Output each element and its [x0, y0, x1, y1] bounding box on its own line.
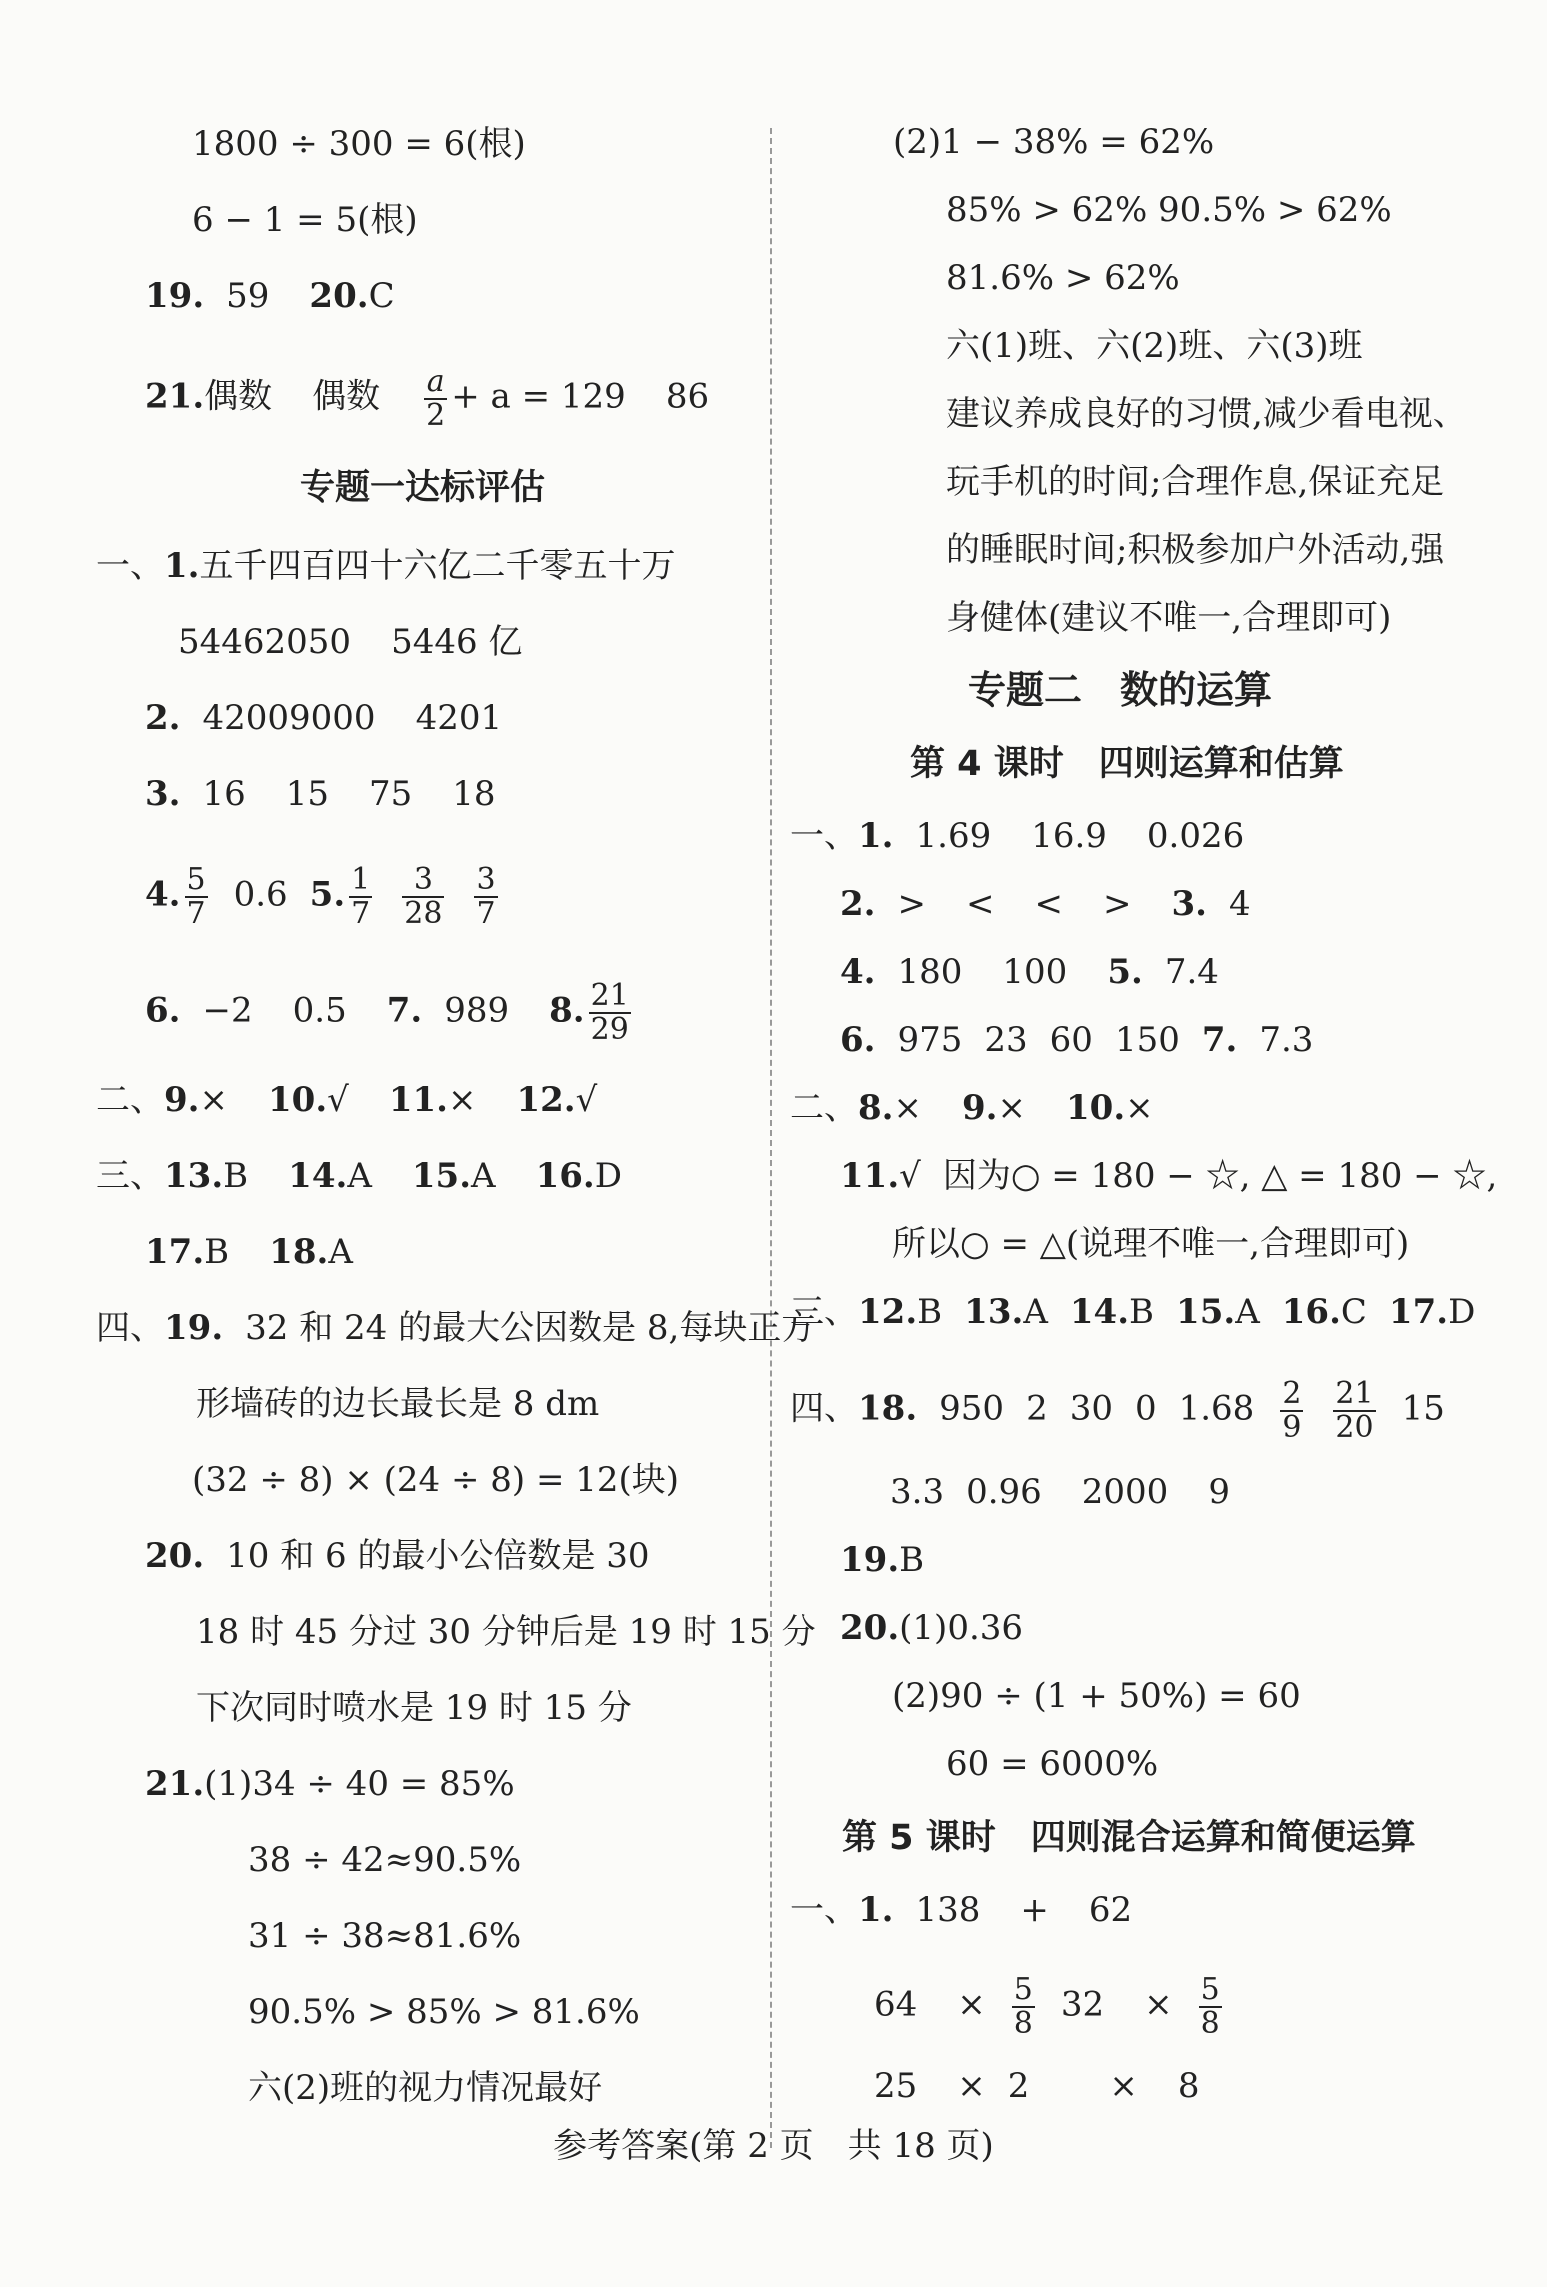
- q-number: 20.: [145, 1536, 205, 1576]
- answer: 8: [1177, 2066, 1200, 2106]
- q-number: 7.: [386, 990, 423, 1031]
- answer: 60: [1049, 1020, 1093, 1060]
- answer-1-cont: [178, 620, 522, 664]
- part-label: 四、: [96, 1308, 164, 1348]
- q-number: 9.: [164, 1080, 200, 1120]
- answer: B: [1129, 1292, 1155, 1332]
- q-number: 1.: [858, 816, 894, 856]
- denominator: 7: [186, 895, 206, 931]
- left-line-02: 6 − 1 = 5(根): [192, 200, 418, 240]
- right-line-04: 六(1)班、六(2)班、六(3)班: [946, 326, 1363, 366]
- page-footer: 参考答案(第 2 页 共 18 页): [553, 2126, 994, 2166]
- r-answer-1b-line3: [874, 2064, 1200, 2108]
- answer: 偶数: [312, 376, 381, 417]
- q-number: 6.: [145, 990, 181, 1031]
- answer: ×: [957, 2066, 986, 2106]
- q-number: 3.: [145, 774, 181, 814]
- q-number: 17.: [1388, 1292, 1449, 1332]
- r-answer-18: [790, 1378, 1445, 1443]
- answer: 62: [1088, 1890, 1133, 1930]
- q-number: 17.: [145, 1232, 205, 1272]
- answer: >: [897, 884, 926, 924]
- r-answer-2-3: [840, 882, 1251, 926]
- q-number: 10.: [268, 1080, 328, 1120]
- answer: 989: [444, 990, 510, 1031]
- answer: 16.9: [1031, 816, 1107, 856]
- q-number: 21.: [145, 376, 205, 417]
- lesson-title-4: 第 4 课时 四则运算和估算: [910, 744, 1344, 784]
- answer-13-16: [96, 1154, 622, 1198]
- answer: 32: [1060, 1984, 1105, 2025]
- right-line-01: (2)1 − 38% = 62%: [893, 122, 1215, 162]
- r-answer-11: [840, 1154, 1497, 1198]
- answer: 1.68: [1178, 1388, 1255, 1429]
- answer: ×: [447, 1080, 477, 1120]
- denominator: 9: [1282, 1409, 1302, 1445]
- answer: (1)34 ÷ 40 = 85%: [204, 1764, 515, 1804]
- denominator: 20: [1335, 1409, 1374, 1445]
- answer: 4201: [415, 698, 503, 738]
- fraction: [1199, 1974, 1222, 2039]
- fraction: [1280, 1378, 1303, 1443]
- answer-19b: [96, 1306, 815, 1350]
- q-number: 2.: [840, 884, 876, 924]
- numerator: 5: [1200, 1972, 1220, 2007]
- right-line-05: 建议养成良好的习惯,减少看电视、: [946, 394, 1467, 434]
- part-label: 三、: [96, 1156, 164, 1196]
- q-number: 15.: [1176, 1292, 1236, 1332]
- part-label: 三、: [790, 1292, 858, 1332]
- right-line-08: 身健体(建议不唯一,合理即可): [946, 598, 1392, 638]
- q-number: 14.: [288, 1156, 348, 1196]
- part-label: 一、: [790, 816, 858, 856]
- fraction: [349, 864, 372, 929]
- answer: B: [223, 1156, 249, 1196]
- answer: ×: [1125, 1088, 1154, 1128]
- r-answer-12-17: [790, 1290, 1475, 1334]
- answer: 86: [665, 376, 710, 417]
- answer: B: [899, 1540, 925, 1580]
- q-number: 18.: [858, 1388, 918, 1429]
- numerator: 5: [1013, 1972, 1033, 2007]
- answer: 5446 亿: [391, 622, 523, 662]
- answer-19-20: [145, 274, 395, 318]
- answer: 25: [874, 2066, 918, 2106]
- q-number: 14.: [1069, 1292, 1130, 1332]
- q-number: 20.: [840, 1608, 900, 1648]
- answer: D: [594, 1156, 623, 1196]
- answer: √: [575, 1080, 598, 1120]
- answer: + a = 129: [451, 376, 626, 417]
- q-number: 6.: [840, 1020, 876, 1060]
- q-number: 13.: [964, 1292, 1024, 1332]
- answer: −2: [202, 990, 253, 1031]
- answer: ×: [893, 1088, 922, 1128]
- denominator: 7: [476, 895, 496, 931]
- answer-21: [145, 366, 709, 431]
- r-answer-20-line3: 60 = 6000%: [946, 1744, 1159, 1784]
- answer: 59: [226, 276, 270, 316]
- r-answer-20: [840, 1606, 1023, 1650]
- q-number: 16.: [535, 1156, 595, 1196]
- q-number: 16.: [1281, 1292, 1341, 1332]
- lesson-title-5: 第 5 课时 四则混合运算和简便运算: [842, 1818, 1416, 1858]
- answer: A: [328, 1232, 353, 1272]
- answer: 五千四百四十六亿二千零五十万: [199, 546, 676, 586]
- answer-9-12: [96, 1078, 597, 1122]
- answer: √: [899, 1156, 921, 1196]
- denominator: 8: [1013, 2005, 1033, 2041]
- answer-19b-line2: 形墙砖的边长最长是 8 dm: [196, 1384, 600, 1424]
- answer: ×: [1109, 2066, 1138, 2106]
- answer-21b: [145, 1762, 515, 1806]
- answer: 0: [1134, 1388, 1157, 1429]
- answer: 138: [915, 1890, 981, 1930]
- part-label: 二、: [790, 1088, 858, 1128]
- fraction: [1333, 1378, 1375, 1443]
- q-number: 8.: [549, 990, 585, 1031]
- answer: 0.5: [292, 990, 347, 1031]
- answer: 150: [1114, 1020, 1180, 1060]
- section-title-topic2: 专题二 数的运算: [968, 668, 1273, 712]
- right-line-06: 玩手机的时间;合理作息,保证充足: [946, 462, 1445, 502]
- answer: 16: [202, 774, 246, 814]
- denominator: 7: [351, 895, 371, 931]
- part-label: 一、: [96, 546, 164, 586]
- section-title-topic1: 专题一达标评估: [300, 468, 546, 508]
- r-answer-11-line2: 所以○ = △(说理不唯一,合理即可): [892, 1224, 1410, 1264]
- q-number: 1.: [164, 546, 200, 586]
- answer: B: [204, 1232, 230, 1272]
- answer: 3.3: [890, 1472, 945, 1512]
- answer: D: [1448, 1292, 1476, 1332]
- numerator: 1: [351, 862, 371, 897]
- answer: A: [1235, 1292, 1260, 1332]
- answer: 180: [897, 952, 963, 992]
- answer: 54462050: [178, 622, 352, 662]
- answer: <: [966, 884, 995, 924]
- answer: 0.96: [966, 1472, 1042, 1512]
- q-number: 21.: [145, 1764, 205, 1804]
- q-number: 18.: [269, 1232, 329, 1272]
- answer: 4: [1229, 884, 1251, 924]
- answer: 42009000: [202, 698, 376, 738]
- q-number: 19.: [164, 1308, 224, 1348]
- q-number: 3.: [1171, 884, 1207, 924]
- answer: 偶数: [204, 376, 273, 417]
- answer: A: [347, 1156, 372, 1196]
- q-number: 15.: [411, 1156, 472, 1196]
- left-line-01: 1800 ÷ 300 = 6(根): [192, 124, 526, 164]
- answer: ×: [1144, 1984, 1173, 2025]
- right-line-03: 81.6% > 62%: [946, 258, 1180, 298]
- answer: 2000: [1081, 1472, 1169, 1512]
- answer-19b-line3: (32 ÷ 8) × (24 ÷ 8) = 12(块): [192, 1460, 680, 1500]
- fraction: [185, 864, 208, 929]
- r-answer-6-7: [840, 1018, 1313, 1062]
- answer: 15: [285, 774, 330, 814]
- answer: A: [1023, 1292, 1048, 1332]
- denominator: 29: [590, 1011, 629, 1047]
- q-number: 12.: [858, 1292, 918, 1332]
- answer: 1.69: [915, 816, 992, 856]
- r-answer-4-5: [840, 950, 1219, 994]
- q-number: 8.: [858, 1088, 894, 1128]
- answer: B: [917, 1292, 943, 1332]
- answer: 32 和 24 的最大公因数是 8,每块正方: [245, 1308, 816, 1348]
- right-line-07: 的睡眠时间;积极参加户外活动,强: [946, 530, 1445, 570]
- answer: 18: [452, 774, 496, 814]
- q-number: 12.: [516, 1080, 576, 1120]
- answer-2: [145, 696, 502, 740]
- r-answer-20-line2: (2)90 ÷ (1 + 50%) = 60: [892, 1676, 1301, 1716]
- answer: √: [327, 1080, 349, 1120]
- q-number: 4.: [145, 874, 181, 915]
- answer-21b-line5: 六(2)班的视力情况最好: [248, 2068, 603, 2108]
- answer: 2: [1007, 2066, 1030, 2106]
- answer: 15: [1401, 1388, 1445, 1429]
- part-label: 一、: [790, 1890, 858, 1930]
- r-answer-1b-line2: [874, 1974, 1226, 2039]
- r-answer-8-10: [790, 1086, 1154, 1130]
- fraction: [474, 864, 497, 929]
- q-number: 5.: [309, 874, 346, 915]
- column-divider: [770, 128, 772, 2148]
- numerator: 5: [186, 862, 206, 897]
- q-number: 11.: [840, 1156, 900, 1196]
- numerator: 2: [1282, 1376, 1302, 1411]
- part-label: 四、: [790, 1388, 858, 1429]
- q-number: 9.: [962, 1088, 998, 1128]
- numerator: a: [424, 366, 447, 400]
- q-number: 4.: [840, 952, 876, 992]
- answer-21b-line2: 38 ÷ 42≈90.5%: [248, 1840, 522, 1880]
- answer-4-5: [145, 864, 502, 929]
- numerator: 3: [402, 864, 444, 898]
- answer: >: [1103, 884, 1132, 924]
- answer: A: [471, 1156, 496, 1196]
- denominator: 2: [426, 397, 446, 433]
- answer: 因为○ = 180 − ☆, △ = 180 − ☆,: [942, 1156, 1498, 1196]
- answer-21b-line4: 90.5% > 85% > 81.6%: [248, 1992, 640, 2032]
- answer: (1)0.36: [899, 1608, 1024, 1648]
- answer: 7.4: [1164, 952, 1219, 992]
- q-number: 5.: [1107, 952, 1143, 992]
- denominator: 8: [1200, 2005, 1220, 2041]
- answer: 30: [1069, 1388, 1113, 1429]
- r-answer-1: [790, 814, 1244, 858]
- r-answer-18-line2: [890, 1470, 1230, 1514]
- q-number: 1.: [858, 1890, 894, 1930]
- answer: 0.026: [1146, 816, 1245, 856]
- answer: 23: [984, 1020, 1028, 1060]
- q-number: 13.: [164, 1156, 224, 1196]
- fraction: [424, 366, 447, 431]
- answer: <: [1034, 884, 1063, 924]
- answer: ×: [957, 1984, 986, 2025]
- answer-20b: [145, 1534, 650, 1578]
- answer-20b-line2: 18 时 45 分过 30 分钟后是 19 时 15 分: [196, 1612, 816, 1652]
- answer-1: [96, 544, 676, 588]
- r-answer-1b: [790, 1888, 1132, 1932]
- answer-6-8: [145, 980, 635, 1045]
- numerator: 3: [476, 862, 496, 897]
- answer: ×: [199, 1080, 228, 1120]
- numerator: 21: [1335, 1376, 1374, 1411]
- answer: 0.6: [233, 874, 288, 915]
- answer: 64: [874, 1984, 918, 2025]
- q-number: 20.: [309, 276, 369, 316]
- answer: 100: [1002, 952, 1068, 992]
- right-line-02: 85% > 62% 90.5% > 62%: [946, 190, 1392, 230]
- denominator: 28: [404, 895, 443, 931]
- answer: ×: [997, 1088, 1026, 1128]
- r-answer-19: [840, 1538, 924, 1582]
- answer-20b-line3: 下次同时喷水是 19 时 15 分: [196, 1688, 632, 1728]
- answer: 9: [1208, 1472, 1230, 1512]
- answer: C: [368, 276, 395, 316]
- fraction: [402, 864, 444, 929]
- q-number: 19.: [840, 1540, 900, 1580]
- fraction: [589, 980, 631, 1045]
- answer: +: [1020, 1890, 1049, 1930]
- q-number: 19.: [145, 276, 205, 316]
- q-number: 11.: [388, 1080, 448, 1120]
- fraction: [1012, 1974, 1035, 2039]
- answer: 10 和 6 的最小公倍数是 30: [226, 1536, 650, 1576]
- answer-3: [145, 772, 496, 816]
- answer: 7.3: [1259, 1020, 1314, 1060]
- part-label: 二、: [96, 1080, 164, 1120]
- answer: 2: [1026, 1388, 1048, 1429]
- numerator: 21: [590, 978, 629, 1013]
- answer: 75: [369, 774, 413, 814]
- answer-21b-line3: 31 ÷ 38≈81.6%: [248, 1916, 522, 1956]
- answer-17-18: [145, 1230, 353, 1274]
- q-number: 10.: [1066, 1088, 1126, 1128]
- answer: 975: [897, 1020, 963, 1060]
- answer: C: [1340, 1292, 1367, 1332]
- answer: 950: [939, 1388, 1005, 1429]
- q-number: 2.: [145, 698, 181, 738]
- q-number: 7.: [1201, 1020, 1238, 1060]
